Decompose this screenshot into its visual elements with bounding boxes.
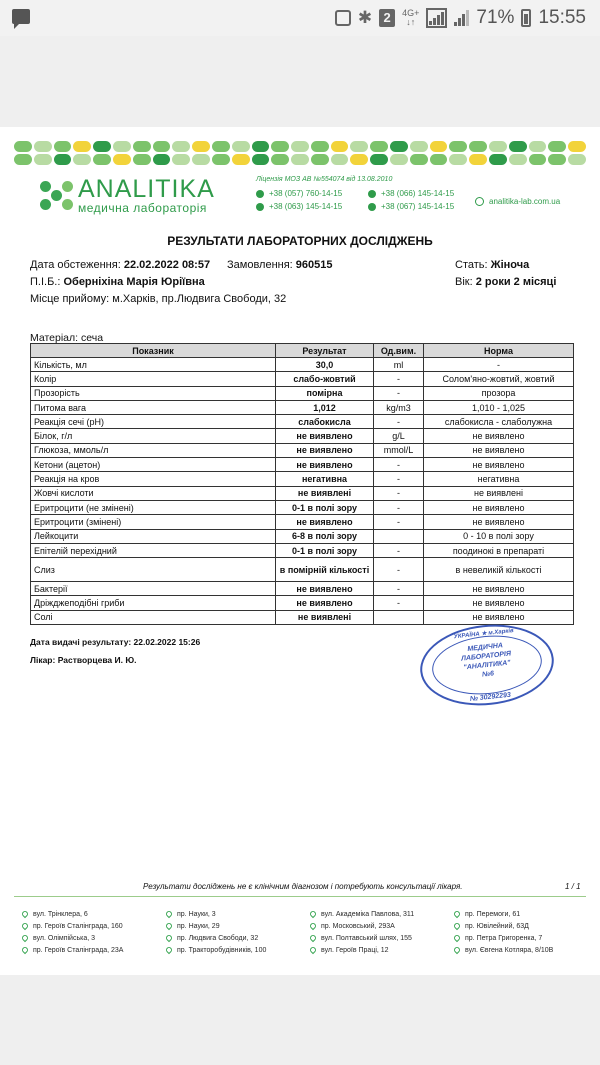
address-item	[22, 921, 166, 931]
decorative-pill	[410, 154, 428, 165]
decorative-pill	[449, 141, 467, 152]
address-item	[310, 933, 454, 943]
result-value: в помірній кількості	[276, 558, 374, 582]
decorative-pill	[54, 154, 72, 165]
decorative-pill	[568, 154, 586, 165]
decorative-pill	[73, 141, 91, 152]
column-header: Результат	[276, 344, 374, 358]
decorative-pill	[271, 154, 289, 165]
decorative-pill	[113, 141, 131, 152]
param-name: Еритроцити (не змінені)	[31, 500, 276, 514]
decorative-pill	[311, 154, 329, 165]
issue-date: Дата видачі результату: 22.02.2022 15:26	[30, 637, 201, 647]
location-pin-icon	[453, 934, 461, 942]
network-activity: ↓↑	[406, 17, 416, 27]
unit-value: g/L	[374, 429, 424, 443]
table-row	[31, 386, 574, 400]
age	[455, 276, 556, 288]
decorative-pill	[232, 141, 250, 152]
address-text: вул. Олімпійська, 3	[33, 934, 95, 942]
norm-value: Солом'яно-жовтий, жовтий	[424, 372, 574, 386]
address-text: пр. Ювілейний, 63Д	[465, 922, 529, 930]
decorative-pill	[370, 141, 388, 152]
result-value: не виявлено	[276, 458, 374, 472]
address-text: пр. Героїв Сталінграда, 160	[33, 922, 123, 930]
result-value: 0-1 в полі зору	[276, 543, 374, 557]
unit-value: -	[374, 543, 424, 557]
location-pin-icon	[21, 946, 29, 954]
unit-value: -	[374, 500, 424, 514]
address-text: пр. Людвига Свободи, 32	[177, 934, 259, 942]
address-text: вул. Академіка Павлова, 311	[321, 910, 415, 918]
location-pin-icon	[21, 922, 29, 930]
location-pin-icon	[165, 934, 173, 942]
stamp-top-text: УКРАЇНА ★ м.Харків	[453, 628, 515, 641]
norm-value: слабокисла - слаболужна	[424, 415, 574, 429]
address-item	[454, 945, 582, 955]
address-text: вул. Трінклера, 6	[33, 910, 88, 918]
decorative-pill	[529, 154, 547, 165]
table-row	[31, 458, 574, 472]
reception-place	[30, 293, 286, 305]
table-row	[31, 596, 574, 610]
location-pin-icon	[309, 946, 317, 954]
decorative-pill	[93, 154, 111, 165]
address-item	[166, 933, 310, 943]
param-name: Кетони (ацетон)	[31, 458, 276, 472]
decorative-pill	[390, 141, 408, 152]
address-item	[166, 945, 310, 955]
phone-icon	[256, 203, 264, 211]
location-pin-icon	[453, 910, 461, 918]
decorative-pill	[14, 141, 32, 152]
address-list	[22, 909, 582, 955]
decorative-pill	[14, 154, 32, 165]
decorative-pill	[469, 154, 487, 165]
unit-value: -	[374, 372, 424, 386]
table-row	[31, 443, 574, 457]
table-row	[31, 529, 574, 543]
logo-subtitle: медична лабораторія	[78, 201, 207, 215]
norm-value: не виявлено	[424, 515, 574, 529]
table-header-row	[31, 344, 574, 358]
sex-label: Стать:	[455, 259, 488, 271]
location-pin-icon	[165, 922, 173, 930]
decorative-pill	[529, 141, 547, 152]
battery-icon	[521, 9, 531, 27]
network-type	[402, 9, 419, 27]
website-text: analitika-lab.com.ua	[489, 197, 561, 206]
address-text: пр. Московський, 293А	[321, 922, 395, 930]
location-pin-icon	[309, 934, 317, 942]
decorative-pill	[469, 141, 487, 152]
result-value: слабо-жовтий	[276, 372, 374, 386]
phone-icon	[368, 190, 376, 198]
exam-date	[30, 259, 210, 271]
table-row	[31, 610, 574, 624]
clock: 15:55	[538, 7, 586, 28]
decorative-pill	[172, 154, 190, 165]
table-row	[31, 429, 574, 443]
decorative-pill	[548, 154, 566, 165]
phone-item[interactable]	[368, 202, 480, 211]
material-label: Матеріал:	[30, 332, 79, 344]
signal-sim2-icon	[454, 10, 469, 26]
param-name: Лейкоцити	[31, 529, 276, 543]
stamp-line: МЕДИЧНА	[467, 642, 504, 653]
result-value: не виявлено	[276, 429, 374, 443]
sex-value: Жіноча	[490, 259, 530, 271]
unit-value: mmol/L	[374, 443, 424, 457]
unit-value	[374, 529, 424, 543]
column-header: Од.вим.	[374, 344, 424, 358]
norm-value: не виявлено	[424, 610, 574, 624]
decorative-pill	[509, 154, 527, 165]
address-text: пр. Героїв Сталінграда, 23А	[33, 946, 124, 954]
table-row	[31, 400, 574, 414]
norm-value: -	[424, 358, 574, 372]
param-name: Прозорість	[31, 386, 276, 400]
stamp-body	[420, 636, 553, 685]
signal-sim1-icon	[426, 8, 447, 28]
place-label: Місце прийому:	[30, 293, 110, 305]
address-text: вул. Полтавський шлях, 155	[321, 934, 412, 942]
address-item	[454, 909, 582, 919]
column-header: Показник	[31, 344, 276, 358]
exam-date-value: 22.02.2022 08:57	[123, 259, 211, 271]
phone-list	[256, 189, 480, 211]
order-number	[227, 259, 333, 271]
location-pin-icon	[309, 922, 317, 930]
result-value: слабокисла	[276, 415, 374, 429]
address-text: пр. Перемоги, 61	[465, 910, 521, 918]
location-pin-icon	[453, 922, 461, 930]
decorative-pill	[311, 141, 329, 152]
table-row	[31, 415, 574, 429]
page-number: 1 / 1	[565, 882, 581, 891]
decorative-pill	[192, 154, 210, 165]
address-text: пр. Петра Григоренка, 7	[465, 934, 543, 942]
address-item	[22, 945, 166, 955]
name-value: Оберніхіна Марія Юріївна	[63, 276, 205, 288]
unit-value: -	[374, 415, 424, 429]
param-name: Білок, г/л	[31, 429, 276, 443]
norm-value: не виявлено	[424, 443, 574, 457]
param-name: Глюкоза, ммоль/л	[31, 443, 276, 457]
norm-value: прозора	[424, 386, 574, 400]
decorative-pill	[370, 154, 388, 165]
param-name: Дріжджеподібні гриби	[31, 596, 276, 610]
decorative-pill	[212, 141, 230, 152]
address-item	[454, 921, 582, 931]
unit-value: -	[374, 458, 424, 472]
address-item	[310, 909, 454, 919]
unit-value: -	[374, 596, 424, 610]
decorative-pill	[73, 154, 91, 165]
decorative-pill	[271, 141, 289, 152]
unit-value: -	[374, 472, 424, 486]
decorative-pill	[291, 141, 309, 152]
decorative-pill	[449, 154, 467, 165]
decorative-pill	[489, 141, 507, 152]
address-item	[310, 945, 454, 955]
website-link[interactable]	[475, 197, 560, 206]
recycle-icon	[335, 10, 351, 26]
unit-value	[374, 610, 424, 624]
results-table	[30, 343, 574, 625]
status-bar	[0, 0, 600, 36]
battery-percent: 71%	[476, 7, 515, 28]
decorative-pill	[489, 154, 507, 165]
address-text: пр. Науки, 3	[177, 910, 216, 918]
location-pin-icon	[453, 946, 461, 954]
decorative-pill-pattern	[14, 141, 586, 165]
decorative-pill	[291, 154, 309, 165]
address-text: вул. Героїв Праці, 12	[321, 946, 389, 954]
decorative-pill	[93, 141, 111, 152]
unit-value: kg/m3	[374, 400, 424, 414]
address-item	[166, 909, 310, 919]
location-pin-icon	[165, 946, 173, 954]
bluetooth-icon: ✱	[357, 8, 373, 27]
decorative-pill	[172, 141, 190, 152]
table-row	[31, 472, 574, 486]
status-icons	[335, 6, 586, 30]
param-name: Слиз	[31, 558, 276, 582]
result-value: помірна	[276, 386, 374, 400]
age-label: Вік:	[455, 276, 473, 288]
location-pin-icon	[21, 910, 29, 918]
decorative-pill	[54, 141, 72, 152]
unit-value: -	[374, 486, 424, 500]
phone-number: +38 (063) 145-14-15	[269, 202, 343, 211]
norm-value: не виявлено	[424, 596, 574, 610]
param-name: Кількість, мл	[31, 358, 276, 372]
norm-value: не виявлені	[424, 486, 574, 500]
order-label: Замовлення:	[227, 259, 293, 271]
patient-name	[30, 276, 205, 288]
decorative-pill	[232, 154, 250, 165]
result-value: не виявлено	[276, 596, 374, 610]
decorative-pill	[350, 141, 368, 152]
license-text: Ліцензія МОЗ АВ №554074 від 13.08.2010	[256, 176, 393, 183]
param-name: Колір	[31, 372, 276, 386]
phone-number: +38 (067) 145-14-15	[381, 202, 455, 211]
phone-icon	[256, 190, 264, 198]
decorative-pill	[113, 154, 131, 165]
decorative-pill	[192, 141, 210, 152]
result-value: 0-1 в полі зору	[276, 500, 374, 514]
place-value: м.Харків, пр.Людвига Свободи, 32	[112, 293, 287, 305]
decorative-pill	[34, 154, 52, 165]
disclaimer: Результати досліджень не є клінічним діагнозом і потребують консультації лікаря.	[143, 882, 463, 891]
decorative-pill	[153, 154, 171, 165]
decorative-pill	[568, 141, 586, 152]
logo-mark-icon	[40, 181, 74, 211]
param-name: Солі	[31, 610, 276, 624]
param-name: Реакція сечі (pH)	[31, 415, 276, 429]
table-row	[31, 543, 574, 557]
norm-value: негативна	[424, 472, 574, 486]
lab-stamp	[416, 618, 558, 712]
norm-value: не виявлено	[424, 500, 574, 514]
result-value: 1,012	[276, 400, 374, 414]
address-item	[166, 921, 310, 931]
logo-name: ANALITIKA	[78, 175, 215, 203]
phone-number: +38 (066) 145-14-15	[381, 189, 455, 198]
address-text: вул. Євгена Котляра, 8/10В	[465, 946, 554, 954]
param-name: Питома вага	[31, 400, 276, 414]
result-value: 6-8 в полі зору	[276, 529, 374, 543]
decorative-pill	[410, 141, 428, 152]
doctor: Лікар: Растворцева И. Ю.	[30, 655, 137, 665]
phone-item[interactable]	[256, 189, 368, 198]
address-item	[22, 909, 166, 919]
param-name: Епітелій перехідний	[31, 543, 276, 557]
age-value: 2 роки 2 місяці	[475, 276, 557, 288]
phone-item[interactable]	[256, 202, 368, 211]
param-name: Еритроцити (змінені)	[31, 515, 276, 529]
unit-value: -	[374, 386, 424, 400]
table-row	[31, 486, 574, 500]
stamp-line: №6	[481, 670, 495, 679]
unit-value: ml	[374, 358, 424, 372]
name-label: П.І.Б.:	[30, 276, 61, 288]
norm-value: поодинокі в препараті	[424, 543, 574, 557]
decorative-pill	[509, 141, 527, 152]
decorative-pill	[153, 141, 171, 152]
lab-report-page	[0, 127, 600, 975]
footer-divider	[14, 896, 586, 897]
address-text: пр. Науки, 29	[177, 922, 220, 930]
column-header: Норма	[424, 344, 574, 358]
location-pin-icon	[21, 934, 29, 942]
address-item	[22, 933, 166, 943]
result-value: не виявлені	[276, 486, 374, 500]
table-row	[31, 515, 574, 529]
table-row	[31, 582, 574, 596]
message-notification-icon[interactable]	[12, 9, 30, 24]
phone-icon	[368, 203, 376, 211]
address-item	[454, 933, 582, 943]
result-value: не виявлено	[276, 443, 374, 457]
decorative-pill	[350, 154, 368, 165]
decorative-pill	[331, 141, 349, 152]
location-pin-icon	[309, 910, 317, 918]
stamp-line: ЛАБОРАТОРІЯ	[460, 650, 512, 663]
decorative-pill	[133, 141, 151, 152]
sim-indicator: 2	[379, 9, 395, 27]
result-value: не виявлено	[276, 515, 374, 529]
unit-value: -	[374, 558, 424, 582]
table-row	[31, 358, 574, 372]
sex	[455, 259, 529, 271]
decorative-pill	[133, 154, 151, 165]
param-name: Реакція на кров	[31, 472, 276, 486]
decorative-pill	[34, 141, 52, 152]
decorative-pill	[430, 154, 448, 165]
norm-value: 1,010 - 1,025	[424, 400, 574, 414]
unit-value: -	[374, 582, 424, 596]
norm-value: в невеликій кількості	[424, 558, 574, 582]
result-value: не виявлені	[276, 610, 374, 624]
norm-value: не виявлено	[424, 458, 574, 472]
result-value: не виявлено	[276, 582, 374, 596]
table-row	[31, 500, 574, 514]
decorative-pill	[390, 154, 408, 165]
param-name: Жовчі кислоти	[31, 486, 276, 500]
norm-value: не виявлено	[424, 429, 574, 443]
phone-number: +38 (057) 760-14-15	[269, 189, 343, 198]
report-title: РЕЗУЛЬТАТИ ЛАБОРАТОРНИХ ДОСЛІДЖЕНЬ	[167, 234, 433, 248]
stamp-code: № 30292293	[469, 691, 512, 703]
address-item	[310, 921, 454, 931]
globe-icon	[475, 197, 484, 206]
table-row	[31, 558, 574, 582]
stamp-line: "АНАЛІТИКА"	[463, 659, 511, 672]
param-name: Бактерії	[31, 582, 276, 596]
decorative-pill	[212, 154, 230, 165]
network-type-label: 4G+	[402, 8, 420, 18]
order-value: 960515	[295, 259, 333, 271]
unit-value: -	[374, 515, 424, 529]
result-value: негативна	[276, 472, 374, 486]
decorative-pill	[548, 141, 566, 152]
result-value: 30,0	[276, 358, 374, 372]
material-value: сеча	[80, 332, 104, 344]
address-text: пр. Тракторобудівників, 100	[177, 946, 267, 954]
phone-item[interactable]	[368, 189, 480, 198]
exam-date-label: Дата обстеження:	[30, 259, 121, 271]
location-pin-icon	[165, 910, 173, 918]
lab-logo	[40, 177, 215, 215]
norm-value: не виявлено	[424, 582, 574, 596]
decorative-pill	[252, 154, 270, 165]
decorative-pill	[331, 154, 349, 165]
norm-value: 0 - 10 в полі зору	[424, 529, 574, 543]
decorative-pill	[252, 141, 270, 152]
decorative-pill	[430, 141, 448, 152]
table-row	[31, 372, 574, 386]
